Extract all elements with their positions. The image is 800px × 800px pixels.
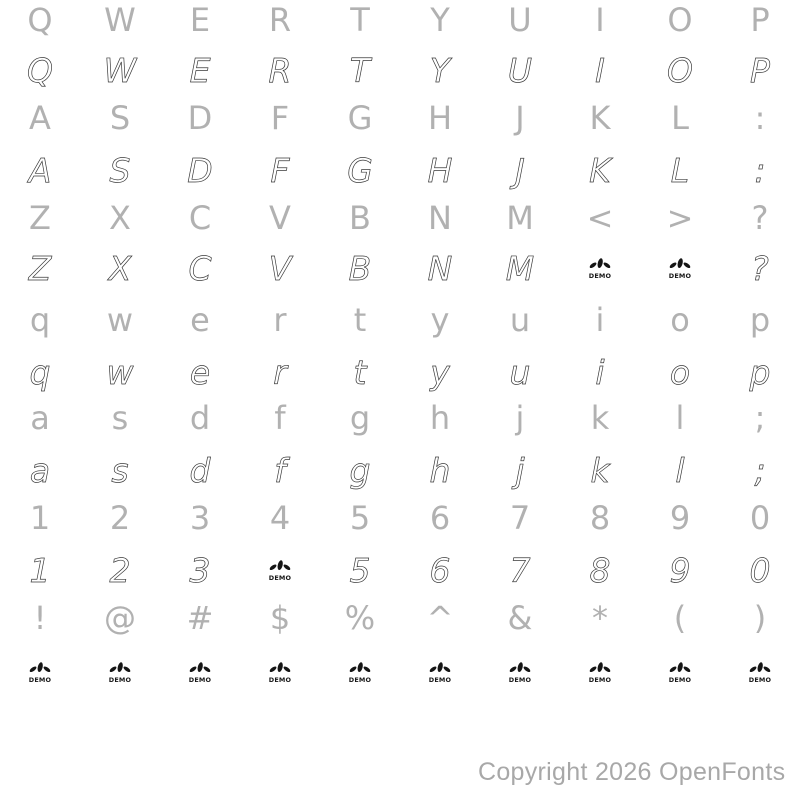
demo-splash-icon — [268, 661, 292, 684]
glyph-cell: N — [427, 248, 453, 288]
glyph-cell: 7 — [509, 550, 531, 590]
glyph-cell: q — [29, 301, 51, 339]
demo-watermark-glyph — [428, 661, 452, 684]
demo-glyph-label — [269, 574, 292, 582]
glyph-cell: V — [268, 248, 292, 288]
glyph-cell: B — [348, 248, 372, 288]
glyph-cell: D — [187, 99, 213, 137]
glyph-cell: R — [268, 50, 292, 90]
glyph-row-13 — [0, 593, 800, 643]
glyph-cell: 8 — [589, 499, 611, 537]
glyph-row-8 — [0, 347, 800, 397]
glyph-cell: E — [189, 50, 211, 90]
demo-splash-icon — [268, 559, 292, 582]
glyph-cell: Q — [27, 50, 53, 90]
glyph-cell: ? — [751, 248, 769, 288]
glyph-row-1 — [0, 0, 800, 45]
glyph-cell: 8 — [589, 550, 611, 590]
demo-glyph-cell — [720, 647, 800, 697]
demo-splash-icon — [588, 257, 612, 280]
glyph-cell: < — [586, 199, 614, 237]
glyph-cell: V — [269, 199, 291, 237]
glyph-cell: I — [595, 50, 605, 90]
glyph-cell: # — [186, 599, 214, 637]
glyph-cell: S — [109, 150, 131, 190]
demo-watermark-glyph — [588, 661, 612, 684]
glyph-cell: T — [349, 50, 371, 90]
glyph-cell: o — [669, 352, 691, 392]
demo-glyph-cell — [240, 545, 320, 595]
demo-glyph-cell — [320, 647, 400, 697]
glyph-cell: W — [103, 50, 137, 90]
demo-watermark-glyph — [748, 661, 772, 684]
demo-glyph-label: DEMO — [428, 675, 452, 684]
demo-glyph-label: DEMO — [268, 675, 292, 684]
glyph-cell: L — [670, 150, 690, 190]
glyph-cell: : — [754, 99, 766, 137]
glyph-cell: e — [190, 301, 210, 339]
demo-watermark-glyph — [28, 661, 52, 684]
glyph-cell: X — [109, 199, 131, 237]
glyph-cell: 7 — [509, 499, 531, 537]
glyph-cell: p — [749, 301, 771, 339]
glyph-row-4 — [0, 145, 800, 195]
demo-watermark-glyph — [268, 661, 292, 684]
glyph-cell: y — [430, 301, 450, 339]
glyph-cell: : — [754, 150, 766, 190]
demo-glyph-label: DEMO — [188, 675, 212, 684]
glyph-cell: Z — [29, 199, 51, 237]
glyph-cell: S — [109, 99, 131, 137]
glyph-cell: G — [347, 99, 373, 137]
glyph-row-3 — [0, 93, 800, 143]
glyph-row-10 — [0, 445, 800, 495]
glyph-cell: J — [515, 99, 525, 137]
glyph-cell: d — [189, 399, 211, 437]
glyph-cell: o — [670, 301, 690, 339]
glyph-cell: 1 — [29, 499, 51, 537]
glyph-cell: H — [427, 150, 453, 190]
glyph-cell: s — [111, 399, 129, 437]
glyph-cell: G — [347, 150, 373, 190]
glyph-cell: M — [506, 199, 534, 237]
glyph-cell: A — [29, 99, 51, 137]
glyph-cell: j — [515, 399, 525, 437]
glyph-cell: 5 — [349, 499, 371, 537]
glyph-cell: O — [667, 50, 693, 90]
demo-splash-icon — [508, 661, 532, 684]
glyph-row-9 — [0, 393, 800, 443]
demo-glyph-cell — [80, 647, 160, 697]
glyph-cell: ) — [753, 599, 767, 637]
glyph-cell: a — [29, 450, 51, 490]
glyph-cell: r — [273, 352, 287, 392]
glyph-cell: $ — [269, 599, 291, 637]
glyph-cell: P — [750, 1, 770, 39]
glyph-cell: j — [515, 450, 525, 490]
glyph-cell: 2 — [109, 550, 131, 590]
glyph-cell: ^ — [426, 599, 454, 637]
glyph-cell: u — [509, 301, 531, 339]
demo-watermark-glyph — [588, 257, 612, 280]
glyph-cell: K — [589, 150, 611, 190]
glyph-cell: ; — [754, 399, 766, 437]
glyph-cell: ; — [754, 450, 766, 490]
glyph-cell: F — [270, 150, 290, 190]
glyph-cell: N — [428, 199, 452, 237]
glyph-cell: I — [595, 1, 605, 39]
demo-glyph-label — [669, 272, 692, 280]
glyph-cell: Z — [28, 248, 52, 288]
glyph-cell: e — [189, 352, 211, 392]
glyph-cell: W — [104, 1, 136, 39]
glyph-cell: J — [515, 150, 525, 190]
demo-glyph-cell — [400, 647, 480, 697]
glyph-cell: T — [350, 1, 370, 39]
glyph-row-2 — [0, 45, 800, 95]
demo-glyph-cell — [560, 647, 640, 697]
glyph-cell: l — [675, 399, 685, 437]
demo-splash-icon — [668, 257, 692, 280]
glyph-cell: k — [590, 450, 610, 490]
glyph-cell: 6 — [429, 499, 451, 537]
glyph-cell: k — [590, 399, 610, 437]
glyph-row-6 — [0, 243, 800, 293]
glyph-cell: f — [274, 450, 286, 490]
demo-glyph-label: DEMO — [108, 675, 132, 684]
glyph-cell: @ — [104, 599, 136, 637]
glyph-cell: C — [188, 199, 212, 237]
glyph-cell: r — [273, 301, 287, 339]
glyph-cell: u — [509, 352, 531, 392]
glyph-cell: % — [344, 599, 376, 637]
glyph-cell: A — [28, 150, 52, 190]
glyph-cell: ( — [673, 599, 687, 637]
demo-watermark-glyph — [508, 661, 532, 684]
demo-splash-icon — [428, 661, 452, 684]
demo-splash-icon — [108, 661, 132, 684]
demo-glyph-label: DEMO — [668, 675, 692, 684]
glyph-cell: Q — [27, 1, 53, 39]
demo-glyph-label — [589, 272, 612, 280]
demo-watermark-glyph — [348, 661, 372, 684]
glyph-cell: ! — [33, 599, 47, 637]
demo-watermark-glyph — [668, 661, 692, 684]
glyph-cell: h — [429, 450, 451, 490]
glyph-cell: E — [189, 1, 211, 39]
glyph-cell: B — [349, 199, 371, 237]
glyph-cell: 1 — [29, 550, 51, 590]
glyph-cell: t — [353, 352, 367, 392]
glyph-cell: d — [189, 450, 211, 490]
demo-glyph-cell — [640, 647, 720, 697]
glyph-cell: w — [106, 301, 134, 339]
demo-watermark-glyph — [668, 257, 692, 280]
glyph-cell: 0 — [749, 499, 771, 537]
demo-splash-icon — [188, 661, 212, 684]
demo-splash-icon — [28, 661, 52, 684]
glyph-cell: * — [592, 599, 608, 637]
demo-glyph-label: DEMO — [508, 675, 532, 684]
demo-glyph-cell — [160, 647, 240, 697]
glyph-cell: f — [274, 399, 286, 437]
glyph-cell: > — [666, 199, 694, 237]
glyph-cell: 9 — [669, 550, 691, 590]
glyph-cell: L — [671, 99, 689, 137]
glyph-cell: & — [507, 599, 533, 637]
glyph-cell: t — [353, 301, 367, 339]
demo-glyph-label: DEMO — [348, 675, 372, 684]
glyph-cell: U — [507, 50, 533, 90]
glyph-cell: C — [188, 248, 212, 288]
glyph-row-11 — [0, 493, 800, 543]
demo-splash-icon — [668, 661, 692, 684]
demo-splash-icon — [588, 661, 612, 684]
demo-splash-icon — [748, 661, 772, 684]
glyph-cell: F — [270, 99, 290, 137]
demo-glyph-cell — [480, 647, 560, 697]
glyph-row-14 — [0, 647, 800, 697]
glyph-cell: h — [429, 399, 451, 437]
glyph-cell: s — [111, 450, 129, 490]
glyph-cell: P — [750, 50, 770, 90]
demo-glyph-cell — [240, 647, 320, 697]
demo-watermark-glyph — [188, 661, 212, 684]
glyph-cell: 3 — [189, 499, 211, 537]
glyph-cell: D — [187, 150, 213, 190]
glyph-cell: l — [675, 450, 685, 490]
glyph-row-7 — [0, 295, 800, 345]
glyph-cell: R — [268, 1, 292, 39]
glyph-cell: ? — [751, 199, 769, 237]
demo-glyph-label: DEMO — [748, 675, 772, 684]
glyph-cell: 3 — [189, 550, 211, 590]
glyph-cell: q — [29, 352, 51, 392]
glyph-row-12 — [0, 545, 800, 595]
glyph-cell: y — [430, 352, 450, 392]
glyph-cell: g — [349, 450, 371, 490]
demo-glyph-label: DEMO — [28, 675, 52, 684]
copyright-notice: Copyright 2026 OpenFonts — [478, 758, 786, 786]
glyph-cell: X — [108, 248, 132, 288]
glyph-cell: 2 — [109, 499, 131, 537]
glyph-cell: 9 — [669, 499, 691, 537]
glyph-cell: i — [595, 301, 605, 339]
glyph-cell: 6 — [429, 550, 451, 590]
demo-glyph-cell — [640, 243, 720, 293]
glyph-cell: Y — [430, 1, 450, 39]
glyph-row-5 — [0, 193, 800, 243]
glyph-cell: O — [667, 1, 693, 39]
demo-glyph-cell — [0, 647, 80, 697]
glyph-cell: 4 — [269, 499, 291, 537]
glyph-cell: g — [349, 399, 371, 437]
demo-watermark-glyph — [108, 661, 132, 684]
glyph-cell: p — [749, 352, 771, 392]
glyph-cell: a — [30, 399, 50, 437]
glyph-cell: w — [106, 352, 134, 392]
glyph-cell: U — [508, 1, 532, 39]
glyph-cell: 0 — [749, 550, 771, 590]
glyph-cell: i — [595, 352, 605, 392]
glyph-cell: H — [427, 99, 453, 137]
demo-watermark-glyph — [268, 559, 292, 582]
demo-splash-icon — [348, 661, 372, 684]
demo-glyph-cell — [560, 243, 640, 293]
glyph-cell: K — [589, 99, 611, 137]
glyph-cell: M — [505, 248, 535, 288]
glyph-cell: Y — [429, 50, 451, 90]
glyph-cell: 5 — [349, 550, 371, 590]
demo-glyph-label: DEMO — [588, 675, 612, 684]
